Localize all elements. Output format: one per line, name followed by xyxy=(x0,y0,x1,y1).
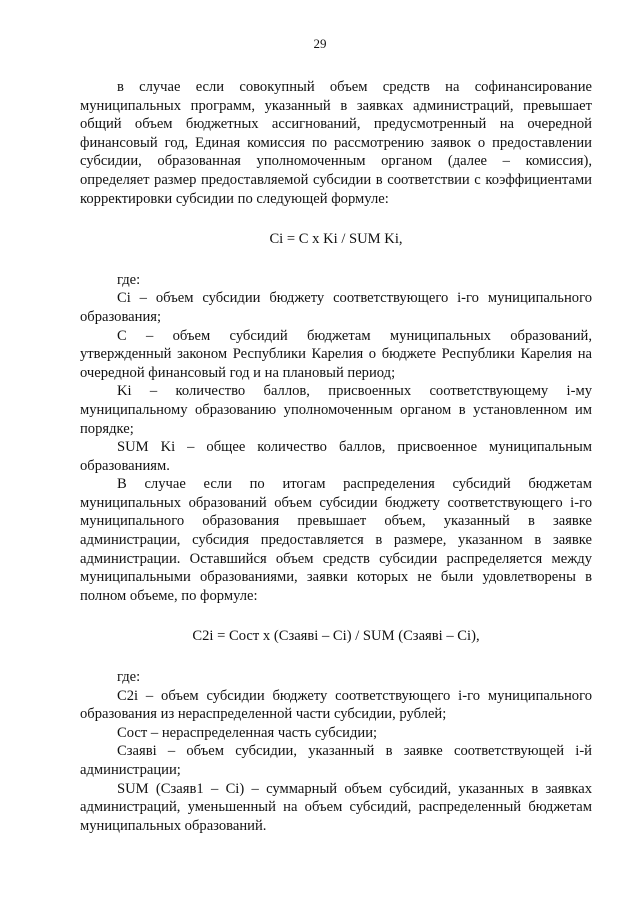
page-number: 29 xyxy=(313,36,327,51)
definition-sum-ki: SUM Ki – общее количество баллов, присвоенное муниципальным образованиям. xyxy=(80,439,592,474)
definition-cost: Cост – нераспределенная часть субсидии; xyxy=(117,724,378,741)
definition-czayavi: Cзаявi – объем субсидии, указанный в заявке соответствующей i-й администрации; xyxy=(80,743,592,778)
formula-ci: Ci = C x Ki / SUM Ki, xyxy=(269,231,403,248)
document-body xyxy=(80,78,592,835)
paragraph-redistribution: В случае если по итогам распределения субсидий бюджетам муниципальных образований объем субсидии бюджету соответствующего i-го муниципального образования превышает объем, указанный в заявке администрации, субсидия предоставляется в размере, указанном в заявке администрации. Оставшийся объем средств субсидии распределяется между муниципальными образованиями, заявки которых не были удовлетворены в полном объеме, по формуле: xyxy=(80,476,592,604)
definition-c2i: C2i – объем субсидии бюджету соответствующего i-го муниципального образования из нераспределенной части субсидии, рублей; xyxy=(80,687,592,723)
definition-ci: Ci – объем субсидии бюджету соответствующего i-го муниципального образования; xyxy=(80,290,592,325)
formula-c2i: C2i = Cост x (Cзаявi – Ci) / SUM (Cзаявi – Ci), xyxy=(192,628,480,645)
definition-c: C – объем субсидий бюджетам муниципальных образований, утвержденный законом Республики Карелия о бюджете Республики Карелия на очередной финансовый год и на плановый период; xyxy=(80,327,592,381)
paragraph-intro: в случае если совокупный объем средств на софинансирование муниципальных программ, указанный в заявках администраций, превышает общий объем бюджетных ассигнований, предусмотренный на очередной финансовый год, Единая комиссия по рассмотрению заявок о предоставлении субсидии, образованная уполномоченным органом (далее – комиссия), определяет размер предоставляемой субсидии в соответствии с коэффициентами корректировки субсидии по следующей формуле: xyxy=(80,79,592,207)
where-label: где: xyxy=(117,271,141,288)
definition-ki: Ki – количество баллов, присвоенных соответствующему i-му муниципальному образованию уполномоченным органом в установленном им порядке; xyxy=(80,383,592,437)
where-label-2: где: xyxy=(117,669,141,686)
definition-sum-czayav: SUM (Cзаяв1 – Ci) – суммарный объем субсидий, указанных в заявках администраций, уменьшенный на объем субсидий, распределенный бюджетам муниципальных образований. xyxy=(80,780,593,834)
